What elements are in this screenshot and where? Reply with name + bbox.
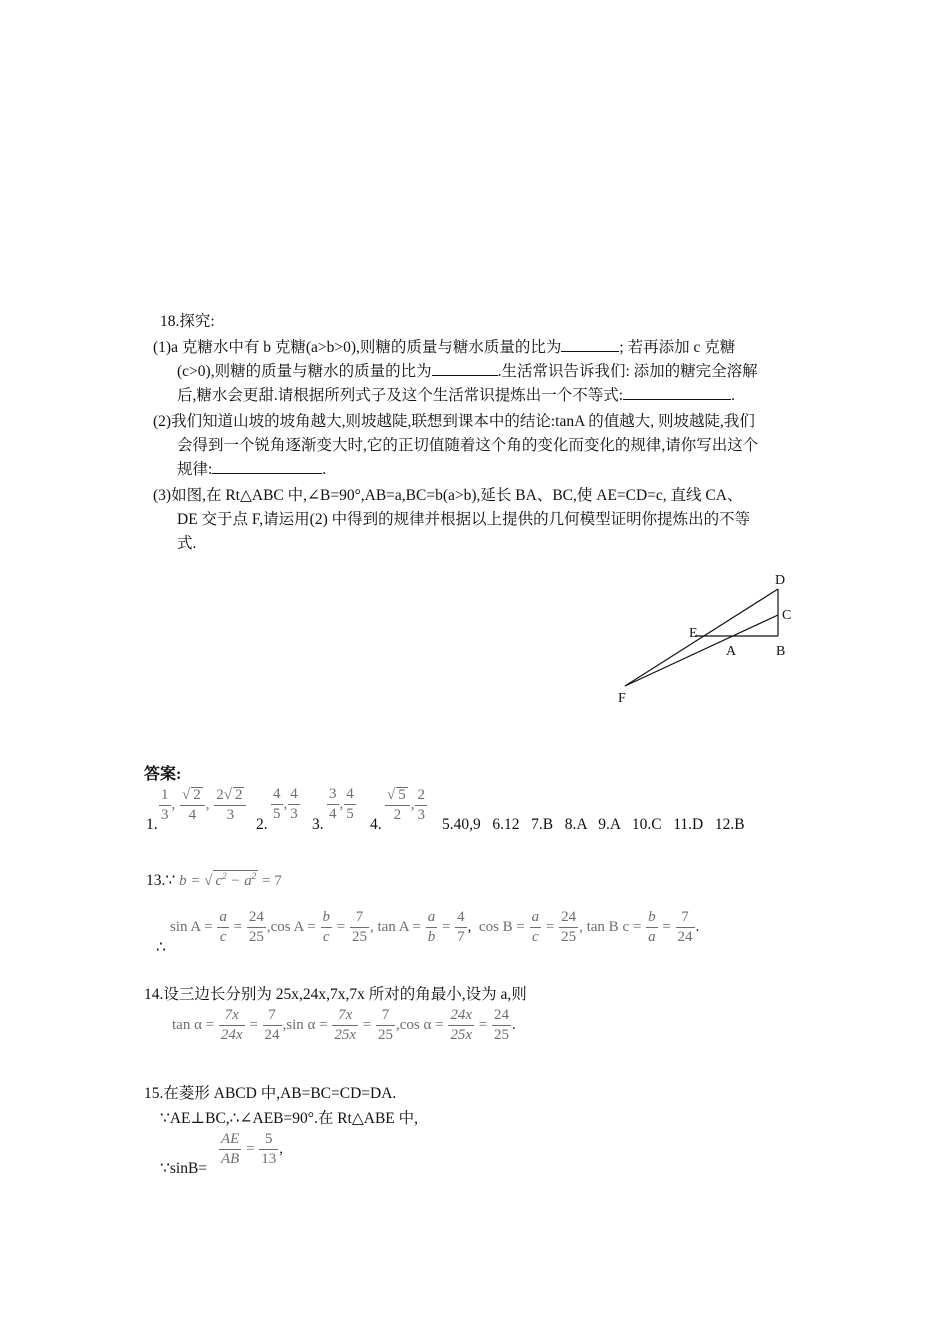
label-B: B	[776, 644, 786, 659]
answer-3-values: $\frac{3}{4}$ , $\frac{4}{5}$	[329, 786, 354, 822]
label-D: D	[775, 573, 786, 588]
geometry-figure	[600, 560, 820, 710]
q18-title: 18.探究:	[160, 313, 215, 330]
answer-1-label: 1.	[146, 816, 158, 833]
q18-part1-line1: (1)a 克糖水中有 b 克糖(a>b>0),则糖的质量与糖水质量的比为 ; 若再添加 c 克糖	[153, 339, 736, 356]
answer-15-line1: 15.在菱形 ABCD 中,AB=BC=CD=DA.	[144, 1085, 397, 1102]
answers-heading: 答案:	[144, 766, 182, 783]
label-F: F	[618, 691, 626, 706]
answers-5-12: 5.40,9 6.12 7.B 8.A 9.A 10.C 11.D 12.B	[442, 816, 745, 833]
label-C: C	[782, 608, 792, 623]
answer-15-line2: ∵AE⊥BC,∴∠AEB=90°.在 Rt△ABE 中,	[160, 1110, 419, 1127]
answer-blank-3	[623, 385, 731, 400]
line-FD	[625, 589, 778, 686]
answer-14-ratios: tan α = $\frac{7x}{24x}$ = $\frac{7}{24}$ ,sin α = $\frac{7x}{25x}$ = $\frac{7}{25}$ ,cos α = $\frac{24x}{25x}$ = $\frac{24}{25}$ .	[172, 1007, 516, 1043]
answer-4-values: $\frac{√ 5}{2}$ , $\frac{2}{3}$	[387, 786, 425, 823]
q18-part3-line3: 式.	[177, 535, 197, 552]
answer-3-label: 3.	[312, 816, 324, 833]
answer-1-values: $\frac{1}{3}$ , $\frac{√ 2}{4}$ , $\frac{2√ 2}{3}$	[158, 787, 247, 823]
q18-part3-line2: DE 交于点 F,请运用(2) 中得到的规律并根据以上提供的几何模型证明你提炼出的不等	[177, 511, 751, 528]
label-E: E	[689, 626, 698, 641]
q18-part2-line2: 会得到一个锐角逐渐变大时,它的正切值随着这个角的变化而变化的规律,请你写出这个	[177, 437, 759, 454]
q18-part1-line3: 后,糖水会更甜.请根据所列式子及这个生活常识提炼出一个不等式: .	[177, 387, 735, 404]
q18-part2-line3: 规律: .	[177, 461, 327, 478]
line-FC	[625, 615, 778, 686]
answer-2-label: 2.	[256, 816, 268, 833]
answer-13-given: 13.∵ b = √ $c^2 - a^2 = 7$	[146, 871, 282, 889]
answer-4-label: 4.	[370, 816, 382, 833]
answer-2-values: $\frac{4}{5}$ , $\frac{4}{3}$	[273, 786, 298, 822]
q18-part3-line1: (3)如图,在 Rt△ABC 中,∠B=90°,AB=a,BC=b(a>b),延长 BA、BC,使 AE=CD=c, 直线 CA、	[153, 487, 743, 504]
label-A: A	[726, 644, 737, 659]
answer-blank-4	[212, 459, 322, 474]
q18-part2-line1: (2)我们知道山坡的坡角越大,则坡越陡,联想到课本中的结论:tanA 的值越大, 则坡越陡,我们	[153, 413, 755, 430]
q18-part1-line2: (c>0),则糖的质量与糖水的质量的比为 .生活常识告诉我们: 添加的糖完全溶解	[177, 363, 758, 380]
answer-blank-2	[432, 361, 498, 376]
therefore-symbol: ∴	[156, 939, 166, 956]
answer-14-text: 14.设三边长分别为 25x,24x,7x,7x 所对的角最小,设为 a,则	[144, 986, 527, 1003]
answer-blank-1	[561, 337, 619, 352]
